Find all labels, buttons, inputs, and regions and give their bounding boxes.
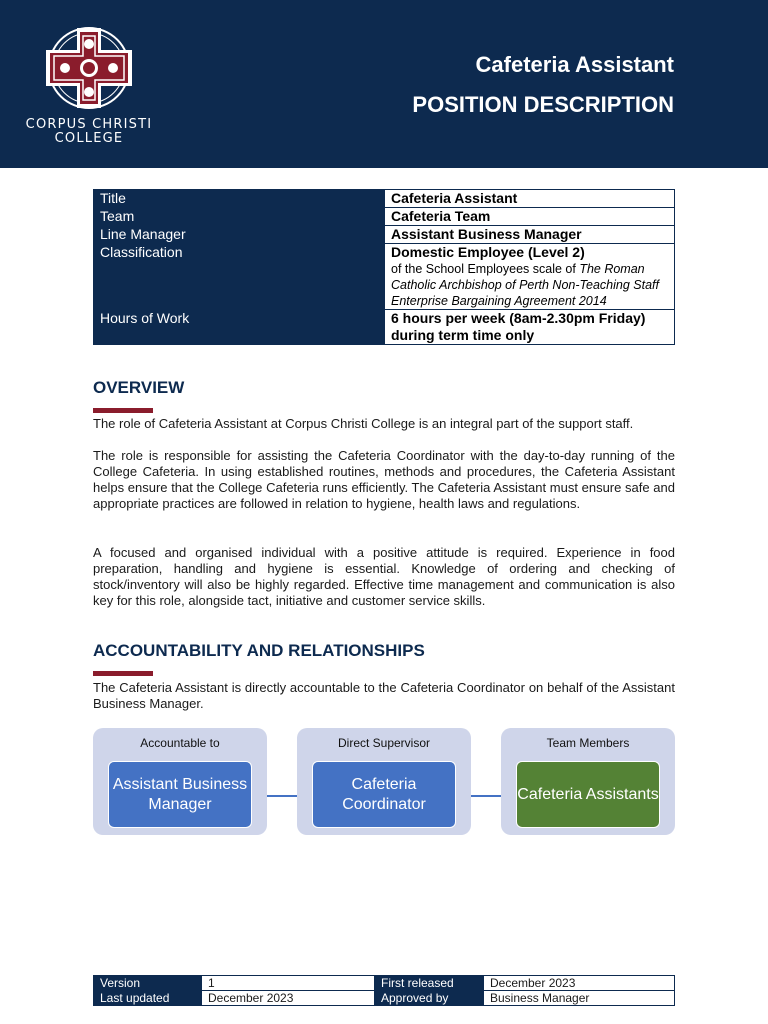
college-name-line1: CORPUS CHRISTI — [25, 117, 153, 132]
table-row — [94, 190, 675, 208]
heading-underline — [93, 408, 153, 413]
table-row — [94, 976, 675, 991]
first-released-label: First released — [375, 976, 484, 991]
row-value — [385, 244, 675, 310]
row-value: Assistant Business Manager — [385, 226, 675, 244]
classification-note — [391, 261, 668, 309]
org-box-cafeteria-coordinator: Cafeteria Coordinator — [312, 761, 456, 828]
org-box-assistant-business-manager: Assistant Business Manager — [108, 761, 252, 828]
first-released-value: December 2023 — [484, 976, 675, 991]
college-name-line2: COLLEGE — [54, 131, 124, 146]
table-row — [94, 226, 675, 244]
row-value: Cafeteria Assistant — [385, 190, 675, 208]
classification-value: Domestic Employee (Level 2) — [391, 244, 585, 260]
row-value: 6 hours per week (8am-2.30pm Friday) during term time only — [385, 310, 675, 345]
last-updated-label: Last updated — [94, 991, 202, 1006]
classification-note-plain: of the School Employees scale of — [391, 262, 580, 276]
college-crest-icon — [44, 26, 134, 110]
row-label: Title — [94, 190, 385, 208]
org-group-team-members — [501, 728, 675, 835]
row-label: Classification — [94, 244, 385, 310]
classification-note-agreement: The Roman Catholic Archbishop of Perth Non-Teaching Staff Enterprise Bargaining Agreement 2014 — [391, 262, 659, 308]
row-label: Line Manager — [94, 226, 385, 244]
overview-heading: OVERVIEW — [93, 378, 185, 397]
position-info-table — [93, 189, 675, 345]
org-group-accountable-to — [93, 728, 267, 835]
document-type: POSITION DESCRIPTION — [412, 92, 674, 117]
org-group-label: Team Members — [546, 736, 630, 750]
approved-by-value: Business Manager — [484, 991, 675, 1006]
org-group-label: Direct Supervisor — [337, 736, 431, 750]
org-group-label: Accountable to — [140, 736, 220, 750]
accountability-heading: ACCOUNTABILITY AND RELATIONSHIPS — [93, 641, 425, 660]
position-title: Cafeteria Assistant — [475, 52, 674, 77]
document-control-table — [93, 975, 675, 1006]
table-row — [94, 208, 675, 226]
row-label: Team — [94, 208, 385, 226]
version-value: 1 — [202, 976, 375, 991]
last-updated-value: December 2023 — [202, 991, 375, 1006]
overview-paragraph-3: A focused and organised individual with a positive attitude is required. Experience in food preparation, handling and hygiene is essential. Knowledge of ordering and checking of stock/inventory will also be highly regarded. Effective time management and communication is also key for this role, alongside tact, initiative and customer service skills. — [93, 545, 675, 608]
page-header — [0, 0, 768, 168]
table-row — [94, 991, 675, 1006]
accountability-paragraph: The Cafeteria Assistant is directly accountable to the Cafeteria Coordinator on behalf of the Assistant Business Manager. — [93, 680, 675, 711]
overview-paragraph-1: The role of Cafeteria Assistant at Corpus Christi College is an integral part of the support staff. — [93, 416, 634, 431]
org-box-cafeteria-assistants: Cafeteria Assistants — [516, 761, 660, 828]
version-label: Version — [94, 976, 202, 991]
heading-underline — [93, 671, 153, 676]
approved-by-label: Approved by — [375, 991, 484, 1006]
org-group-direct-supervisor — [297, 728, 471, 835]
overview-paragraph-2: The role is responsible for assisting the Cafeteria Coordinator with the day-to-day running of the College Cafeteria. In using established routines, methods and procedures, the Cafeteria Assistant helps ensure that the College Cafeteria runs efficiently. The Cafeteria Assistant must ensure safe and appropriate practices are followed in relation to hygiene, health laws and regulations. — [93, 448, 675, 511]
table-row — [94, 244, 675, 310]
table-row — [94, 310, 675, 345]
row-value: Cafeteria Team — [385, 208, 675, 226]
row-label: Hours of Work — [94, 310, 385, 345]
